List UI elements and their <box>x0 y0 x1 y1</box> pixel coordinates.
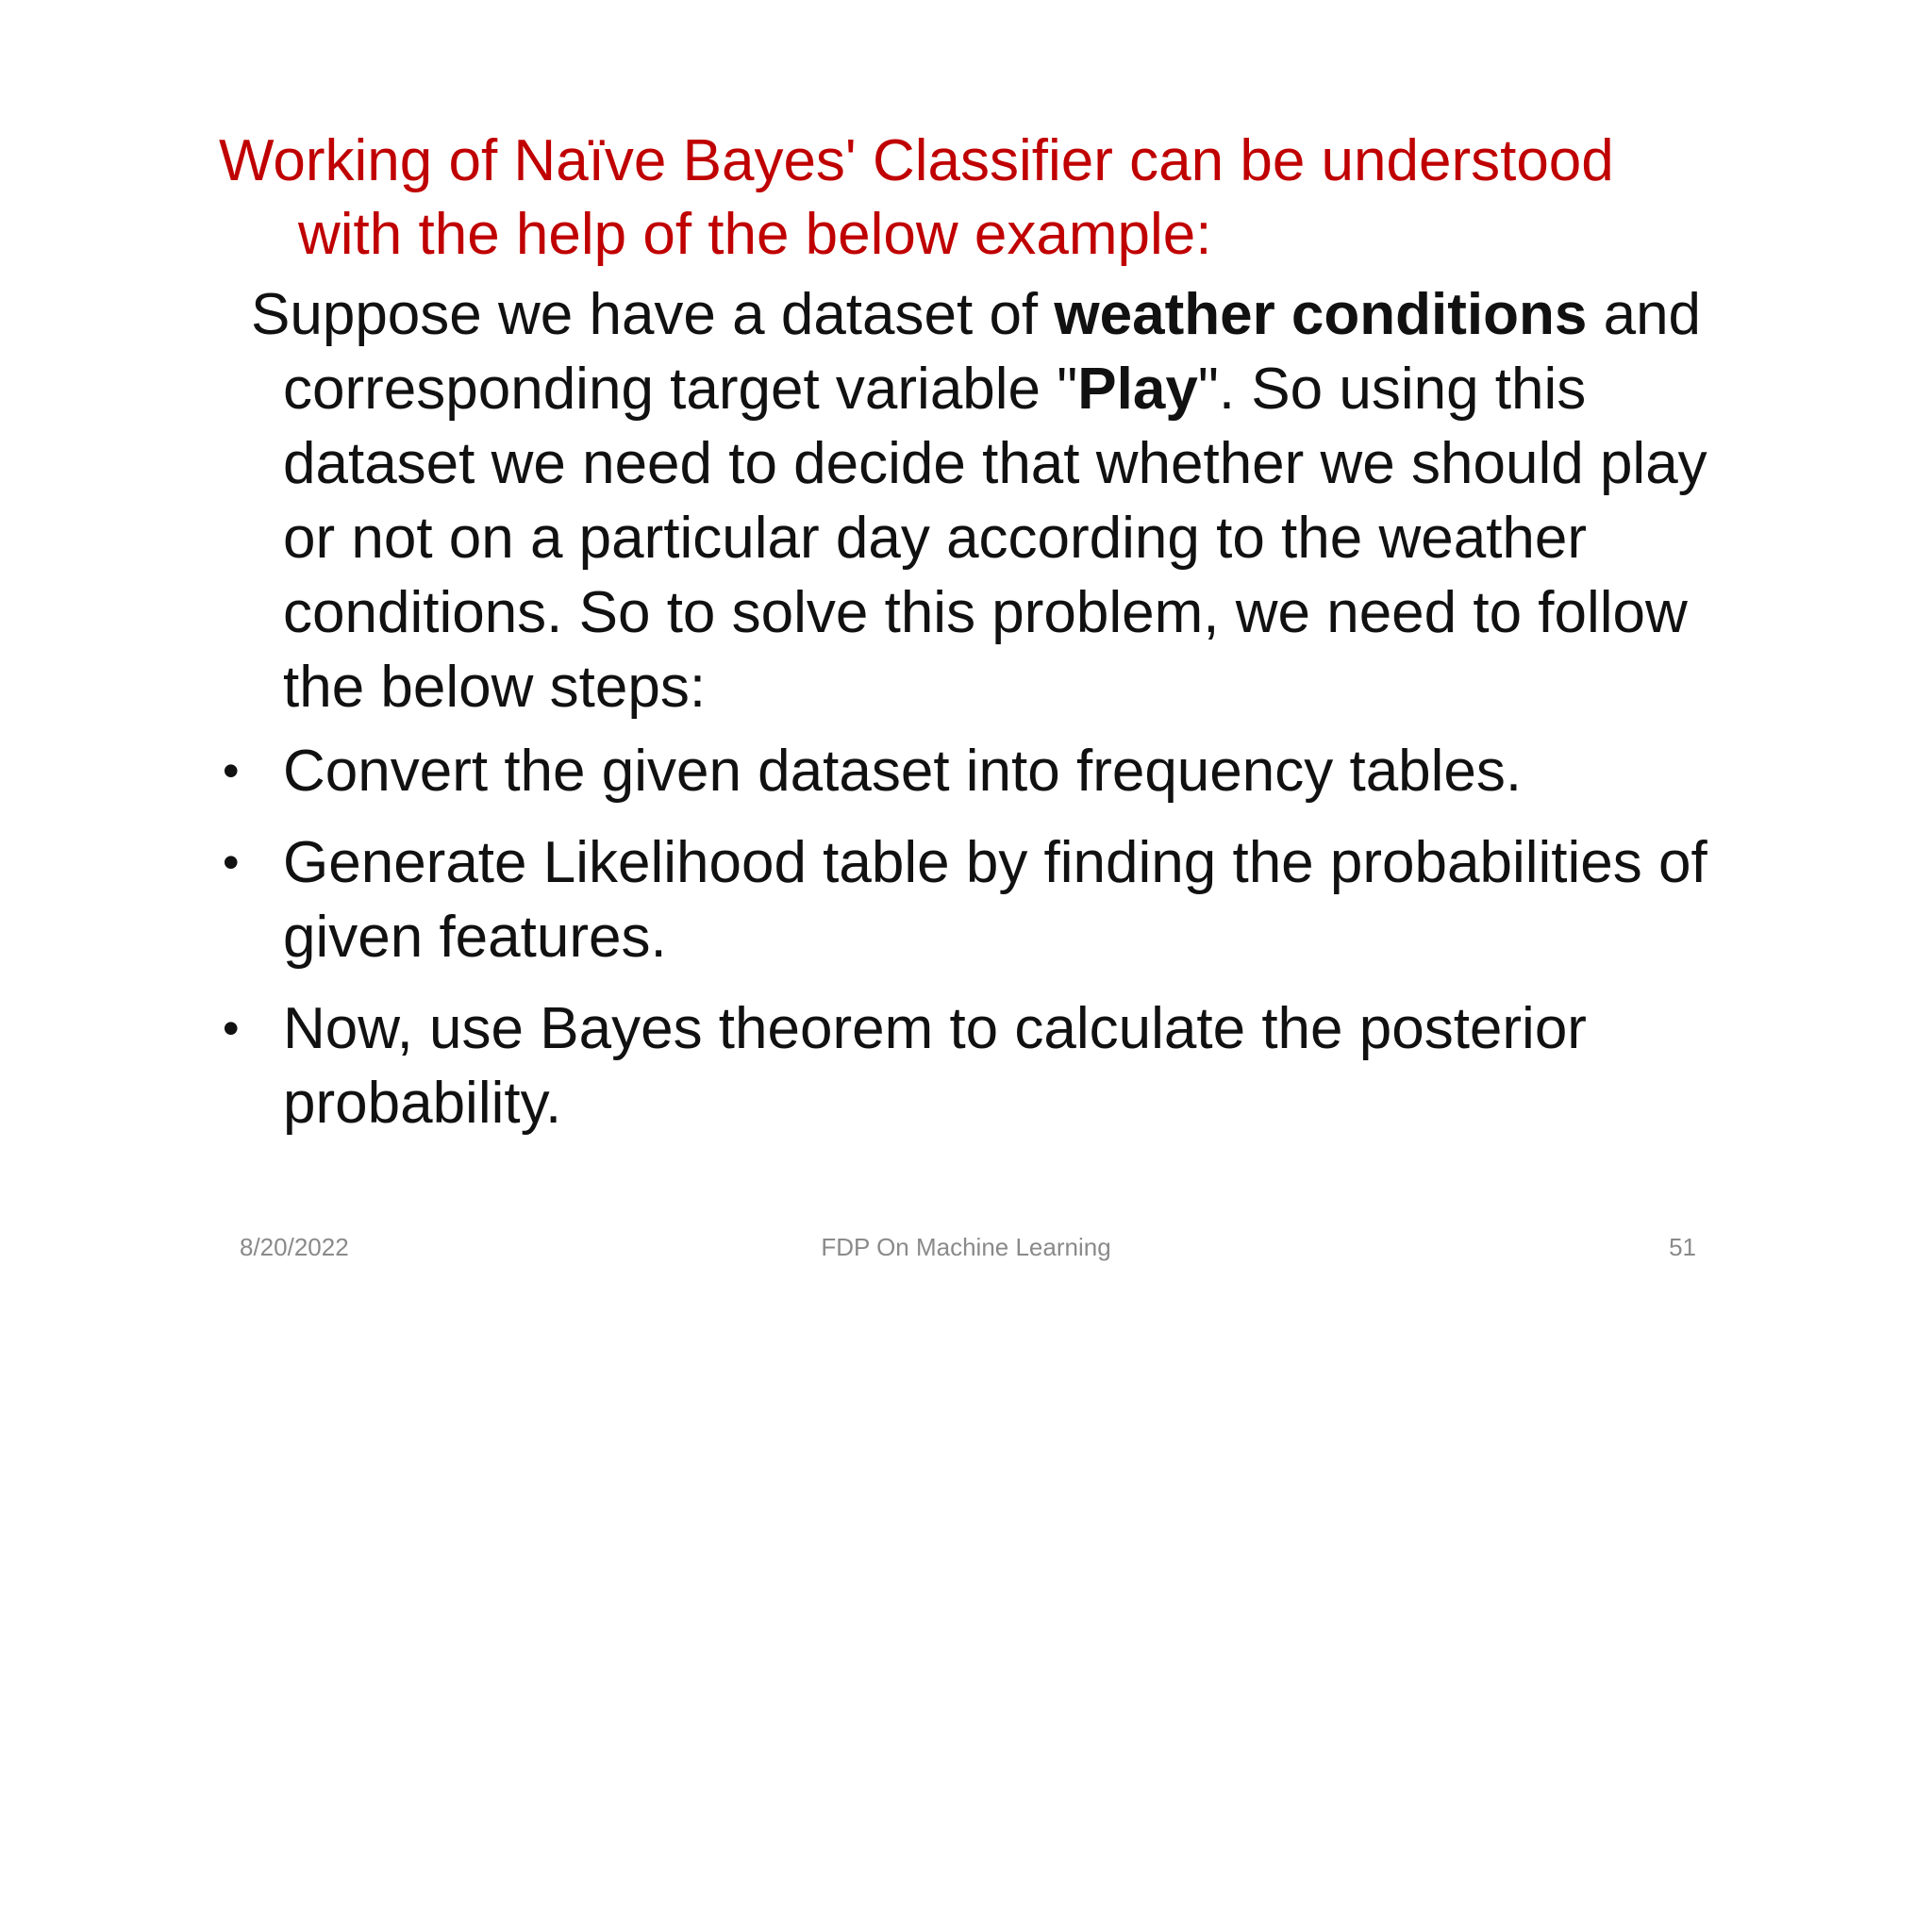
slide-content <box>219 125 1728 1157</box>
paragraph-text-1: Suppose we have a dataset of <box>251 282 1055 347</box>
list-item <box>219 991 1728 1140</box>
bullet-icon: • <box>223 1002 240 1055</box>
steps-list <box>219 734 1728 1140</box>
bullet-text: Now, use Bayes theorem to calculate the posterior probability. <box>283 996 1587 1136</box>
bullet-icon: • <box>223 744 240 797</box>
slide-heading: Working of Naïve Bayes' Classifier can be understood with the help of the below example: <box>219 128 1614 267</box>
footer-page-number: 51 <box>1669 1233 1696 1261</box>
footer-title: FDP On Machine Learning <box>821 1233 1111 1261</box>
paragraph-bold-play: Play <box>1077 357 1198 422</box>
paragraph-bold-weather-conditions: weather conditions <box>1054 282 1588 347</box>
list-item <box>219 825 1728 974</box>
bullet-icon: • <box>223 836 240 889</box>
footer-date: 8/20/2022 <box>240 1233 349 1261</box>
paragraph-text-2: and corresponding target variable " <box>283 282 1702 422</box>
bullet-text: Generate Likelihood table by finding the probabilities of given features. <box>283 830 1707 970</box>
paragraph-text-3: ". So using this dataset we need to decide that whether we should play or not on a particular day according to the weather conditions. So to solve this problem, we need to follow the below steps: <box>283 357 1707 720</box>
intro-paragraph <box>219 277 1728 724</box>
list-item <box>219 734 1728 808</box>
bullet-text: Convert the given dataset into frequency tables. <box>283 739 1523 804</box>
